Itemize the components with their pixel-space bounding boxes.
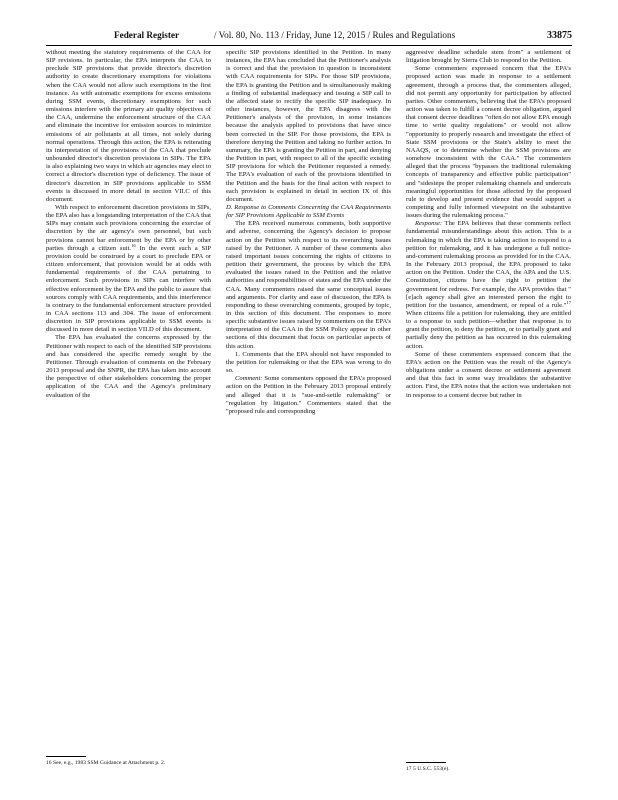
paragraph: The EPA has evaluated the concerns expressed by the Petitioner with respect to each of the identified SIP provisions and has considered the specific remedy sought by the Petitioner. Through evaluation of comments on the February 2013 proposal and the SNPR, the EPA has taken into account the perspective of other stakeholders concerning the proper application of the CAA and the Agency's preliminary evaluation of the xyxy=(46,334,211,399)
footnote xyxy=(46,760,211,767)
paragraph-text: Some commenters opposed the EPA's proposed action on the Petition in the February 2013 proposal entirely and alleged that it is "sue-and-settle rulemaking" or "regulation by litigation." Commenters stated that the "proposed rule and corresponding xyxy=(226,375,391,415)
footnote-number: 16 xyxy=(46,760,52,766)
footnote-ref[interactable]: 16 xyxy=(131,242,136,248)
paragraph: without meeting the statutory requirements of the CAA for SIP revisions. In particular, the EPA interprets the CAA to preclude SIP provisions that provide director's discretion authority to create discretionary exemptions for violations when the CAA would not allow such exemptions in the first instance. As with automatic exemptions for excess emissions during SSM events, discretionary exemptions for such emissions interfere with the primary air quality objectives of the CAA, undermine the enforcement structure of the CAA and eliminate the incentive for emission sources to minimize emissions of air pollutants at all times, not solely during normal operations. Through this action, the EPA is reiterating its interpretation of the provisions of the CAA that preclude unbounded director's discretion provisions in SIPs. The EPA is also explaining two ways in which air agencies may elect to correct a director's discretion type of deficiency. The issue of director's discretion in SIP provisions applicable to SSM events is discussed in more detail in section VII.C of this document. xyxy=(46,49,211,203)
paragraph xyxy=(46,204,211,335)
paragraph-text: When citizens file a petition for rulemaking, they are entitled to a response to such petition—whether that response is to grant the petition, to deny the petition, or to partially grant and partially deny the petition as has occurred in this rulemaking action. xyxy=(406,310,571,350)
run-in-label: Comment: xyxy=(235,375,263,383)
text-column-3 xyxy=(406,49,571,400)
paragraph xyxy=(406,220,571,351)
issue-info: / Vol. 80, No. 113 / Friday, June 12, 2015 / Rules and Regulations xyxy=(214,30,456,40)
page-header xyxy=(46,30,572,44)
footnote-text: See, e.g., 1983 SSM Guidance at Attachment p. 2. xyxy=(53,760,166,766)
paragraph: aggressive deadline schedule stem from" a settlement of litigation brought by Sierra Club to respond to the Petition. xyxy=(406,49,571,65)
paragraph xyxy=(226,375,391,416)
footnote-text: 5 U.S.C. 553(e). xyxy=(413,766,450,772)
run-in-label: Response: xyxy=(415,220,443,228)
paragraph: 1. Comments that the EPA should not have responded to the petition for rulemaking or that the EPA was wrong to do so. xyxy=(226,350,391,375)
paragraph: specific SIP provisions identified in the Petition. In many instances, the EPA has concluded that the Petitioner's analysis is correct and that the provision in question is inconsistent with CAA requirements for SIPs. For those SIP provisions, the EPA is granting the Petition and is simultaneously making a finding of substantial inadequacy and issuing a SIP call to the affected state to rectify the specific SIP inadequacy. In other instances, however, the EPA disagrees with the Petitioner's analysis of the provision, in some instances because the analysis applied to provisions that have since been corrected in the SIP. For those provisions, the EPA is therefore denying the Petition and taking no further action. In summary, the EPA is granting the Petition in part, and denying the Petition in part, with respect to all of the specific existing SIP provisions for which the Petitioner requested a remedy. The EPA's evaluation of each of the provisions identified in the Petition and the basis for the final action with respect to each provision is explained in detail in section IX of this document. xyxy=(226,49,391,203)
text-column-2 xyxy=(226,49,391,416)
paragraph-text: The EPA believes that these comments reflect fundamental misunderstandings about this action. This is a rulemaking in which the EPA is taking action to respond to a petition for rulemaking, and it has undergone a full notice-and-comment rulemaking process as provided for in the CAA. In the February 2013 proposal, the EPA proposed to take action on the Petition. Under the CAA, the APA and the U.S. Constitution, citizens have the right to petition the government for redress. For example, the APA provides that "[e]ach agency shall give an interested person the right to petition for the issuance, amendment, or repeal of a rule." xyxy=(406,220,571,309)
paragraph: Some commenters expressed concern that the EPA's proposed action was made in response to a settlement agreement, through a process that, the commenters alleged, did not permit any opportunity for participation by affected parties. Other commenters, believing that the EPA's proposed action was taken to fulfill a consent decree obligation, argued that consent decree deadlines "often do not allow EPA enough time to write quality regulations" or would not allow "opportunity to properly research and investigate the effect of State SSM provisions or the State's ability to meet the NAAQS, or to determine whether the SSM provisions are somehow inconsistent with the CAA." The commenters alleged that the process "bypasses the traditional rulemaking concepts of transparency and effective public participation" and "sidesteps the proper rulemaking channels and undercuts meaningful opportunities for those affected by the proposed rule to develop and present evidence that would support a competing and fully informed viewpoint on the substantive issues during the rulemaking process." xyxy=(406,65,571,220)
paragraph: Some of these commenters expressed concern that the EPA's action on the Petition was the result of the Agency's obligations under a consent decree or settlement agreement and that this fact in some way invalidates the substantive action. First, the EPA notes that the action was undertaken not in response to a consent decree but rather in xyxy=(406,350,571,399)
paragraph-text: In the event such a SIP provision could be construed by a court to preclude EPA or citizen enforcement, that provision would be at odds with fundamental requirements of the CAA pertaining to enforcement. Such provisions in SIPs can interfere with effective enforcement by the EPA and the public to assure that sources comply with CAA requirements, and this interference is contrary to the fundamental enforcement structure provided in CAA sections 113 and 304. The issue of enforcement discretion in SIP provisions applicable to SSM events is discussed in more detail in section VII.D of this document. xyxy=(46,244,212,334)
footnote-ref[interactable]: 17 xyxy=(566,299,571,305)
paragraph: The EPA received numerous comments, both supportive and adverse, concerning the Agency's decision to propose action on the Petition with respect to its overarching issues raised by the Petitioner. A number of these comments also raised important issues concerning the rights of citizens to petition their government, the process by which the EPA evaluated the issues raised in the Petition and the relative authorities and responsibilities of states and the EPA under the CAA. Many commenters raised the same conceptual issues and arguments. For clarity and ease of discussion, the EPA is responding to these overarching comments, grouped by topic, in this section of this document. The responses to more specific substantive issues raised by commenters on the EPA's interpretation of the CAA in the SSM Policy appear in other sections of this document that focus on particular aspects of this action. xyxy=(226,220,391,350)
paragraph-text: With respect to enforcement discretion provisions in SIPs, the EPA also has a longstanding interpretation of the CAA that SIPs may contain such provisions concerning the exercise of discretion by the air agency's own personnel, but such provisions cannot bar enforcement by the EPA or by other parties through a citizen suit. xyxy=(46,203,211,252)
section-heading: D. Response to Comments Concerning the CAA Requirements for SIP Provisions Applicable to SSM Events xyxy=(226,203,391,220)
footnote-number: 17 xyxy=(406,766,412,772)
journal-title: Federal Register xyxy=(114,30,180,40)
text-column-1 xyxy=(46,49,211,400)
page-number: 33875 xyxy=(547,30,572,41)
footnote xyxy=(406,766,571,773)
footnote-rule xyxy=(406,762,446,763)
header-rule xyxy=(46,45,572,46)
footnote-rule xyxy=(46,756,86,757)
